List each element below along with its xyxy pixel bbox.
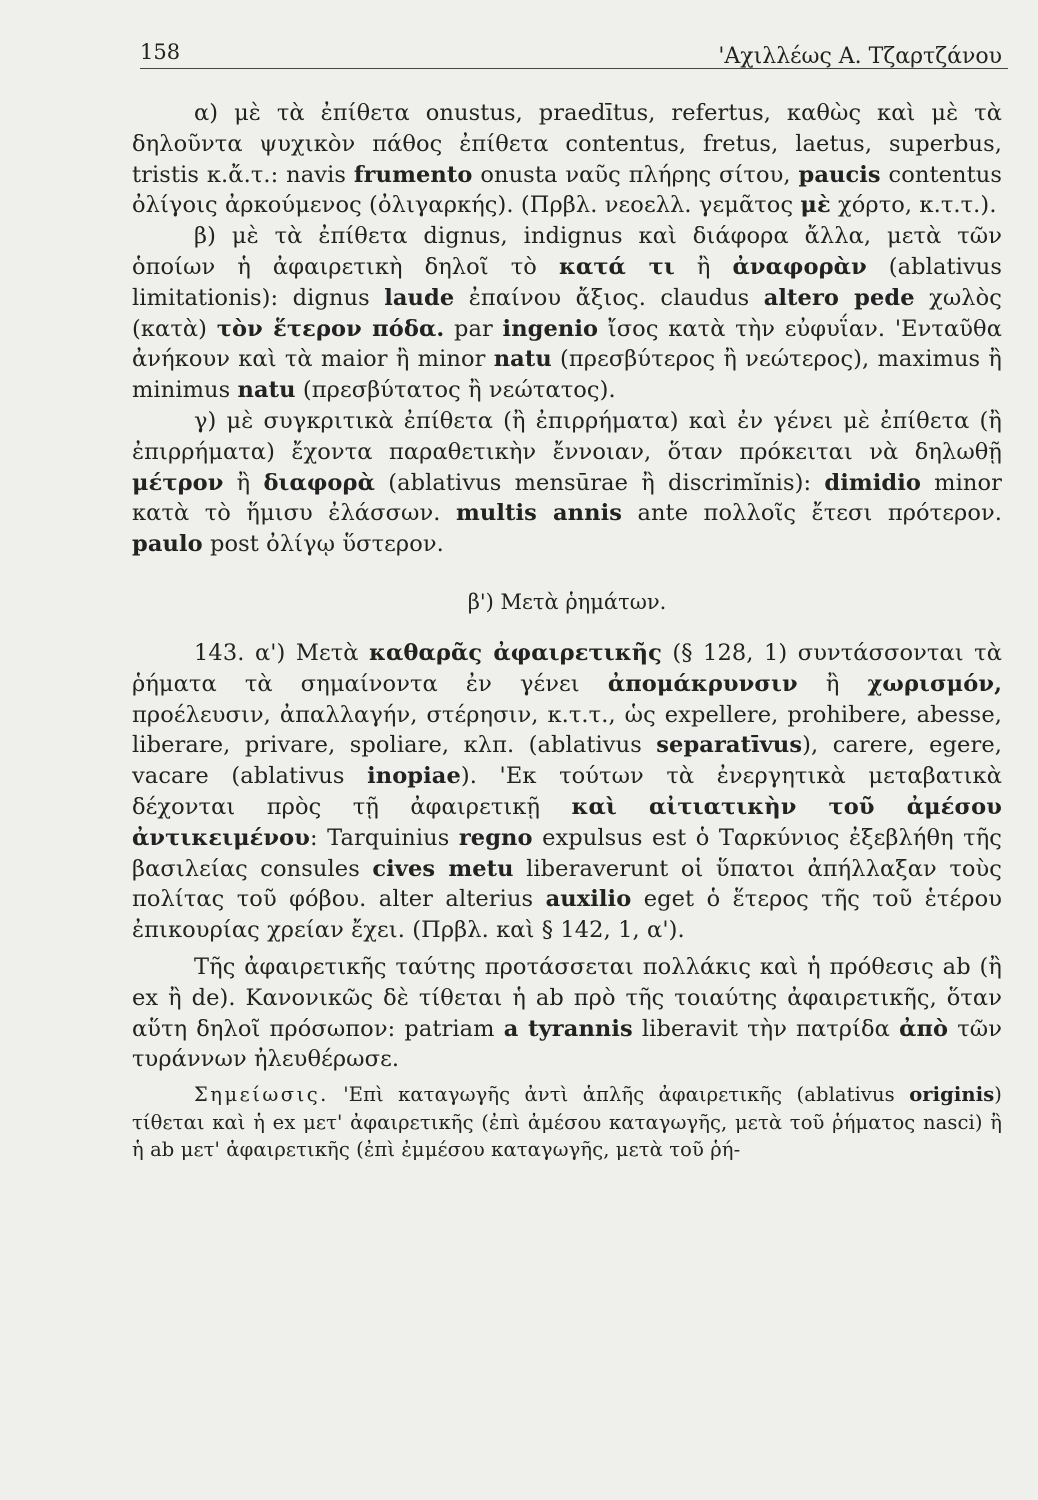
page-body xyxy=(132,98,1002,1164)
page-number: 158 xyxy=(140,40,181,64)
note-label: Σημείωσις. xyxy=(194,1083,329,1107)
paragraph-a: α) μὲ τὰ ἐπίθετα onustus, praedītus, refertus, καθὼς καὶ μὲ τὰ δηλοῦντα ψυχικὸν πάθος ἐπίθετα contentus, fretus, laetus, superbus, tristis κ.ἄ.τ.: navis frumento onusta ναῦς πλήρης σίτου, paucis contentus ὀλίγοις ἀρκούμενος (ὀλιγαρκής). (Πρβλ. νεοελλ. γεμᾶτος μὲ χόρτο, κ.τ.τ.). xyxy=(132,100,1003,219)
paragraph-b: β) μὲ τὰ ἐπίθετα dignus, indignus καὶ διάφορα ἄλλα, μετὰ τῶν ὁποίων ἡ ἀφαιρετικὴ δηλοῖ τὸ κατά τι ἢ ἀναφορὰν (ablativus limitationis): dignus laude ἐπαίνου ἄξιος. claudus altero pede χωλὸς (κατὰ) τὸν ἕτερον πόδα. par ingenio ἴσος κατὰ τὴν εὐφυΐαν. 'Ενταῦθα ἀνήκουν καὶ τὰ maior ἢ minor natu (πρεσβύτερος ἢ νεώτερος), maximus ἢ minimus natu (πρεσβύτατος ἢ νεώτατος). xyxy=(132,223,1002,404)
paragraph-143: 143. α') Μετὰ καθαρᾶς ἀφαιρετικῆς (§ 128, 1) συντάσσονται τὰ ῥήματα τὰ σημαίνοντα ἐν γένει ἀπομάκρυνσιν ἢ χωρισμόν, προέλευσιν, ἀπαλλαγήν, στέρησιν, κ.τ.τ., ὡς expellere, prohibere, abesse, liberare, privare, spoliare, κλπ. (ablativus separatīvus), carere, egere, vacare (ablativus inopiae). 'Εκ τούτων τὰ ἐνεργητικὰ μεταβατικὰ δέχονται πρὸς τῇ ἀφαιρετικῇ καὶ αἰτιατικὴν τοῦ ἀμέσου ἀντικειμένου: Tarquinius regno expulsus est ὁ Ταρκύνιος ἐξεβλήθη τῆς βασιλείας consules cives metu liberaverunt οἱ ὕπατοι ἀπήλλαξαν τοὺς πολίτας τοῦ φόβου. alter alterius auxilio eget ὁ ἕτερος τῆς τοῦ ἑτέρου ἐπικουρίας χρείαν ἔχει. (Πρβλ. καὶ § 142, 1, α'). xyxy=(132,639,1003,944)
footnote-remark: Σημείωσις. 'Επὶ καταγωγῆς ἀντὶ ἁπλῆς ἀφαιρετικῆς (ablativus originis) τίθεται καὶ ἡ ex μετ' ἀφαιρετικῆς (ἐπὶ ἀμέσου καταγωγῆς, μετὰ τοῦ ῥήματος nasci) ἢ ἡ ab μετ' ἀφαιρετικῆς (ἐπὶ ἐμμέσου καταγωγῆς, μετὰ τοῦ ῥή- xyxy=(132,1083,1002,1162)
section-subheading: β') Μετὰ ῥημάτων. xyxy=(467,589,667,614)
running-title: 'Αχιλλέως Α. Τζαρτζάνου xyxy=(718,44,1002,69)
page-header xyxy=(140,40,1002,70)
paragraph-ab: Τῆς ἀφαιρετικῆς ταύτης προτάσσεται πολλάκις καὶ ἡ πρόθεσις ab (ἢ ex ἢ de). Κανονικῶς δὲ τίθεται ἡ ab πρὸ τῆς τοιαύτης ἀφαιρετικῆς, ὅταν αὕτη δηλοῖ πρόσωπον: patriam a tyrannis liberavit τὴν πατρίδα ἀπὸ τῶν τυράννων ἠλευθέρωσε. xyxy=(132,953,1003,1073)
header-rule xyxy=(140,68,1008,69)
paragraph-c: γ) μὲ συγκριτικὰ ἐπίθετα (ἢ ἐπιρρήματα) καὶ ἐν γένει μὲ ἐπίθετα (ἢ ἐπιρρήματα) ἔχοντα παραθετικὴν ἔννοιαν, ὅταν πρόκειται νὰ δηλωθῇ μέτρον ἢ διαφορὰ (ablativus mensūrae ἢ discrimĭnis): dimidio minor κατὰ τὸ ἥμισυ ἐλάσσων. multis annis ante πολλοῖς ἔτεσι πρότερον. paulo post ὀλίγῳ ὕστερον. xyxy=(132,407,1003,558)
